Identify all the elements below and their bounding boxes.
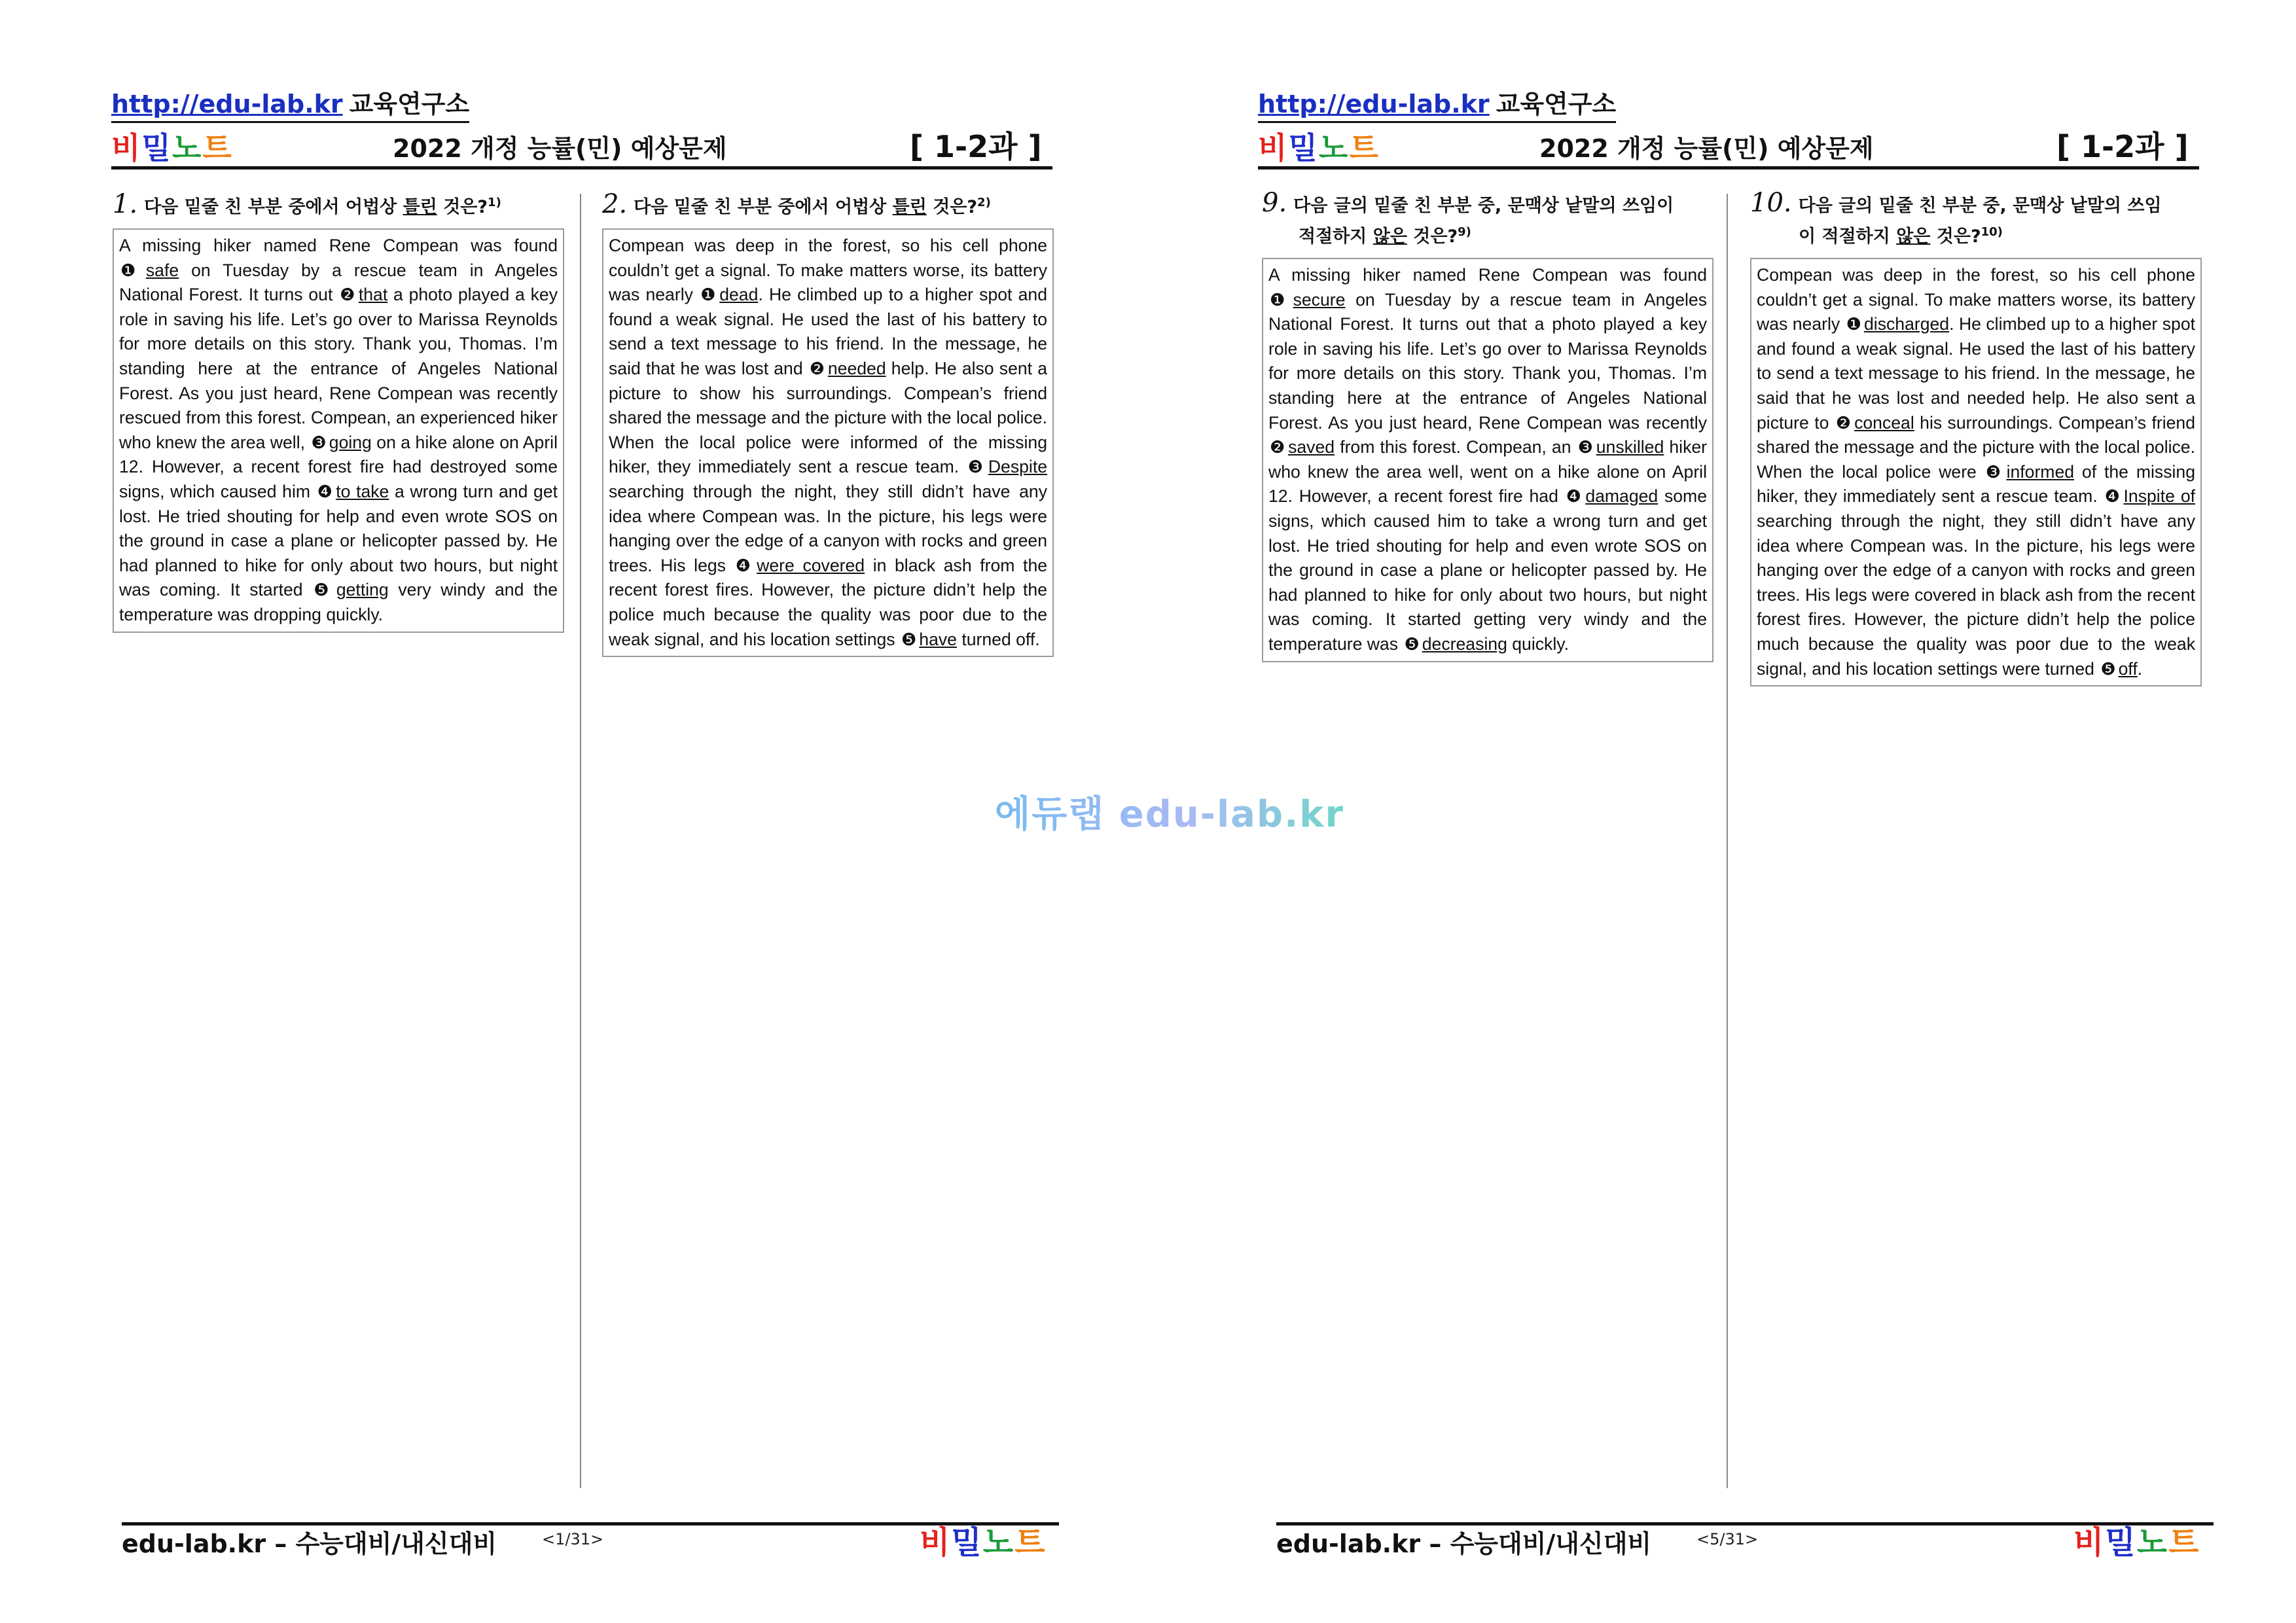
prompt-text: 것은? [926, 197, 978, 217]
footer-page-number: <1/31> [542, 1530, 604, 1548]
brand-char: 노 [2136, 1524, 2169, 1561]
footer-site-text: edu-lab.kr – 수능대비/내신대비 [1276, 1529, 1652, 1558]
choice-marker: ❶ [1270, 289, 1291, 310]
passage-text: his surroundings. Compean’s friend shared the message and the picture with the local police. When the local police were [1757, 412, 2195, 482]
footnote-ref: 1) [488, 196, 501, 209]
footer-brand-logo [920, 1517, 1047, 1562]
footnote-ref: 2) [977, 196, 991, 209]
choice-marker: ❶ [120, 260, 143, 280]
question-prompt [113, 190, 564, 221]
passage-text: very windy and the temperature was dropping quickly. [119, 580, 558, 624]
choice-marker: ❸ [311, 432, 327, 452]
brand-char: 트 [1349, 130, 1380, 166]
passage-text: turned off. [956, 629, 1040, 649]
choice-marker: ❺ [1404, 633, 1420, 654]
prompt-text: 다음 밑줄 친 부분 중에서 어법상 [144, 197, 403, 217]
prompt-text: 다음 밑줄 친 부분 중에서 어법상 [634, 197, 893, 217]
passage-text: help. He also sent a picture to show his surroundings. Compean’s friend shared the message and the picture with the local police. When the local police were informed of the missing hiker, they immediately sent a rescue team. [609, 358, 1047, 477]
passage-text: Compean was deep in the forest, so his cell phone couldn’t get a signal. To make matters worse, its battery was nearly [609, 236, 1047, 305]
underlined-choice: going [329, 432, 372, 452]
brand-char: 트 [202, 130, 233, 166]
prompt-text: 이 적절하지 [1799, 226, 1897, 247]
underlined-choice: Inspite of [2123, 486, 2196, 507]
choice-marker: ❸ [967, 457, 986, 477]
question-9 [1262, 190, 1713, 662]
prompt-emphasis: 않은 [1372, 226, 1407, 247]
underlined-choice: getting [336, 580, 389, 600]
question-number: 2. [602, 189, 628, 219]
header-brand-logo [1258, 124, 1380, 168]
underlined-choice: were covered [757, 555, 865, 575]
passage-box [602, 228, 1054, 657]
prompt-text: 적절하지 [1299, 226, 1373, 247]
brand-char: 노 [171, 130, 203, 166]
choice-marker: ❷ [809, 358, 825, 378]
choice-marker: ❷ [1835, 412, 1852, 433]
brand-char: 트 [1014, 1524, 1047, 1561]
passage-text: hiker who knew the area well, went on a hike alone on April 12. However, a recent forest fire had [1268, 437, 1708, 507]
underlined-choice: needed [827, 358, 886, 378]
passage-text: Compean was deep in the forest, so his cell phone couldn’t get a signal. To make matters worse, its battery was nearly [1757, 265, 2195, 334]
passage-box [113, 228, 564, 633]
prompt-emphasis: 않은 [1896, 226, 1931, 247]
choice-marker: ❹ [2104, 486, 2121, 507]
brand-char: 비 [2073, 1524, 2106, 1561]
brand-char: 비 [111, 130, 142, 166]
column-divider [1727, 194, 1728, 1488]
passage-text: on Tuesday by a rescue team in Angeles National Forest. It turns out [119, 260, 558, 305]
underlined-choice: decreasing [1422, 633, 1507, 654]
passage-text: . He climbed up to a higher spot and found a weak signal. He used the last of his battery to send a text message to his friend. In the message, he said that he was lost and needed help. He also sent a picture to [1757, 314, 2195, 433]
header-url-link[interactable]: http://edu-lab.kr [1258, 90, 1490, 118]
underlined-choice: off [2118, 658, 2138, 679]
prompt-text: 다음 글의 밑줄 친 부분 중, 문맥상 낱말의 쓰임이 [1293, 196, 1674, 216]
choice-marker: ❸ [1577, 437, 1594, 457]
passage-text: A missing hiker named Rene Compean was found [1268, 265, 1707, 285]
brand-char: 비 [1258, 130, 1289, 166]
prompt-text: 것은? [1930, 226, 1981, 247]
header-divider [1258, 166, 2199, 169]
question-prompt [602, 190, 1054, 221]
header-lab-label: 교육연구소 [1496, 90, 1617, 118]
header-url-line [1258, 84, 1616, 123]
footnote-ref: 10) [1981, 225, 2003, 239]
footnote-ref: 9) [1458, 225, 1471, 239]
question-1 [113, 190, 564, 633]
header-unit-label: [ 1-2과 ] [910, 129, 1042, 164]
watermark: 에듀랩 edu-lab.kr [995, 785, 1344, 838]
brand-char: 밀 [951, 1524, 983, 1561]
prompt-continuation [1262, 219, 1713, 250]
header-exam-title: 2022 개정 능률(민) 예상문제 [1539, 134, 1874, 163]
column-divider [580, 194, 581, 1488]
brand-char: 밀 [2105, 1524, 2137, 1561]
underlined-choice: Despite [988, 457, 1048, 477]
underlined-choice: secure [1293, 289, 1346, 310]
question-number: 1. [113, 189, 138, 219]
choice-marker: ❹ [317, 481, 334, 501]
passage-box [1262, 258, 1713, 662]
choice-marker: ❺ [314, 580, 334, 600]
brand-char: 밀 [1288, 130, 1319, 166]
choice-marker: ❷ [1270, 437, 1286, 457]
passage-text: searching through the night, they still didn’t have any idea where Compean was. In the picture, his legs were hanging over the edge of a canyon with rocks and green trees. His legs were covered in black ash from the recent forest fires. However, the picture didn’t help the police much because the quality was poor due to the weak signal, and his location settings were turned [1757, 510, 2195, 679]
passage-text: in black ash from the recent forest fires. However, the picture didn’t help the police much because the quality was poor due to the weak signal, and his location settings [609, 555, 1048, 649]
passage-text: from this forest. Compean, an [1335, 437, 1577, 457]
question-prompt [1750, 190, 2202, 250]
underlined-choice: damaged [1585, 486, 1659, 507]
passage-text: A missing hiker named Rene Compean was found [119, 236, 558, 255]
choice-marker: ❹ [1566, 486, 1583, 507]
passage-text: a wrong turn and get lost. He tried shouting for help and even wrote SOS on the ground in case a plane or helicopter passed by. He had planned to hike for only about two hours, but night was coming. It started [119, 481, 558, 600]
brand-char: 트 [2168, 1524, 2200, 1561]
footer-site-text: edu-lab.kr – 수능대비/내신대비 [122, 1529, 497, 1558]
passage-text: some signs, which caused him to take a wrong turn and get lost. He tried shouting for help and even wrote SOS on the ground in case a plane or helicopter passed by. He had planned to hike for only about two hours, but night was coming. It started getting very windy and the temperature was [1268, 486, 1708, 654]
header-divider [111, 166, 1052, 169]
passage-text: quickly. [1507, 633, 1569, 654]
underlined-choice: unskilled [1596, 437, 1664, 457]
header-exam-title: 2022 개정 능률(민) 예상문제 [393, 134, 727, 163]
choice-marker: ❸ [1985, 461, 2004, 482]
prompt-text: 다음 글의 밑줄 친 부분 중, 문맥상 낱말의 쓰임 [1798, 196, 2162, 216]
underlined-choice: have [919, 629, 957, 649]
underlined-choice: dead [719, 285, 759, 305]
passage-text: on a hike alone on April 12. However, a recent forest fire had destroyed some signs, which caused him [119, 432, 558, 501]
passage-text: searching through the night, they still didn’t have any idea where Compean was. In the picture, his legs were hanging over the edge of a canyon with rocks and green trees. His legs [609, 481, 1047, 575]
question-number: 9. [1262, 188, 1287, 218]
prompt-emphasis: 틀린 [892, 197, 927, 217]
header-brand-logo [111, 124, 233, 168]
question-prompt [1262, 190, 1713, 250]
underlined-choice: informed [2006, 461, 2075, 482]
header-url-link[interactable]: http://edu-lab.kr [111, 90, 343, 118]
passage-text: . He climbed up to a higher spot and found a weak signal. He used the last of his battery to send a text message to his friend. In the message, he said that he was lost and [609, 285, 1047, 378]
header-url-line [111, 84, 469, 123]
brand-char: 노 [982, 1524, 1015, 1561]
passage-box [1750, 258, 2202, 687]
passage-text: a photo played a key role in saving his life. Let’s go over to Marissa Reynolds for more details on this story. Thank you, Thomas. I’m standing here at the entrance of Angeles National Forest. As you just heard, Rene Compean was recently rescued from this forest. Compean, an experienced hiker who knew the area well, [119, 285, 558, 452]
choice-marker: ❶ [700, 285, 717, 305]
underlined-choice: to take [336, 481, 389, 501]
header-lab-label: 교육연구소 [349, 90, 470, 118]
prompt-continuation [1750, 219, 2202, 250]
passage-text: on Tuesday by a rescue team in Angeles National Forest. It turns out that a photo played a key role in saving his life. Let’s go over to Marissa Reynolds for more details on this story. Thank you, Thomas. I’m standing here at the entrance of Angeles National Forest. As you just heard, Rene Compean was recently [1268, 289, 1708, 433]
underlined-choice: saved [1288, 437, 1335, 457]
footer-page-number: <5/31> [1696, 1530, 1759, 1548]
underlined-choice: that [358, 285, 388, 305]
brand-char: 노 [1318, 130, 1350, 166]
header-unit-label: [ 1-2과 ] [2056, 129, 2189, 164]
question-10 [1750, 190, 2202, 687]
question-number: 10. [1750, 188, 1792, 218]
brand-char: 비 [920, 1524, 952, 1561]
choice-marker: ❹ [735, 555, 755, 575]
choice-marker: ❶ [1846, 314, 1861, 334]
prompt-text: 것은? [437, 197, 488, 217]
footer-brand-logo [2073, 1517, 2200, 1562]
choice-marker: ❺ [901, 629, 917, 649]
brand-char: 밀 [141, 130, 172, 166]
choice-marker: ❺ [2100, 658, 2116, 679]
underlined-choice: conceal [1854, 412, 1914, 433]
underlined-choice: safe [145, 260, 179, 280]
passage-text: of the missing hiker, they immediately sent a rescue team. [1757, 461, 2196, 507]
choice-marker: ❷ [340, 285, 356, 305]
underlined-choice: discharged [1864, 314, 1950, 334]
prompt-emphasis: 틀린 [403, 197, 437, 217]
passage-text: . [2137, 658, 2143, 679]
prompt-text: 것은? [1407, 226, 1458, 247]
question-2 [602, 190, 1054, 657]
